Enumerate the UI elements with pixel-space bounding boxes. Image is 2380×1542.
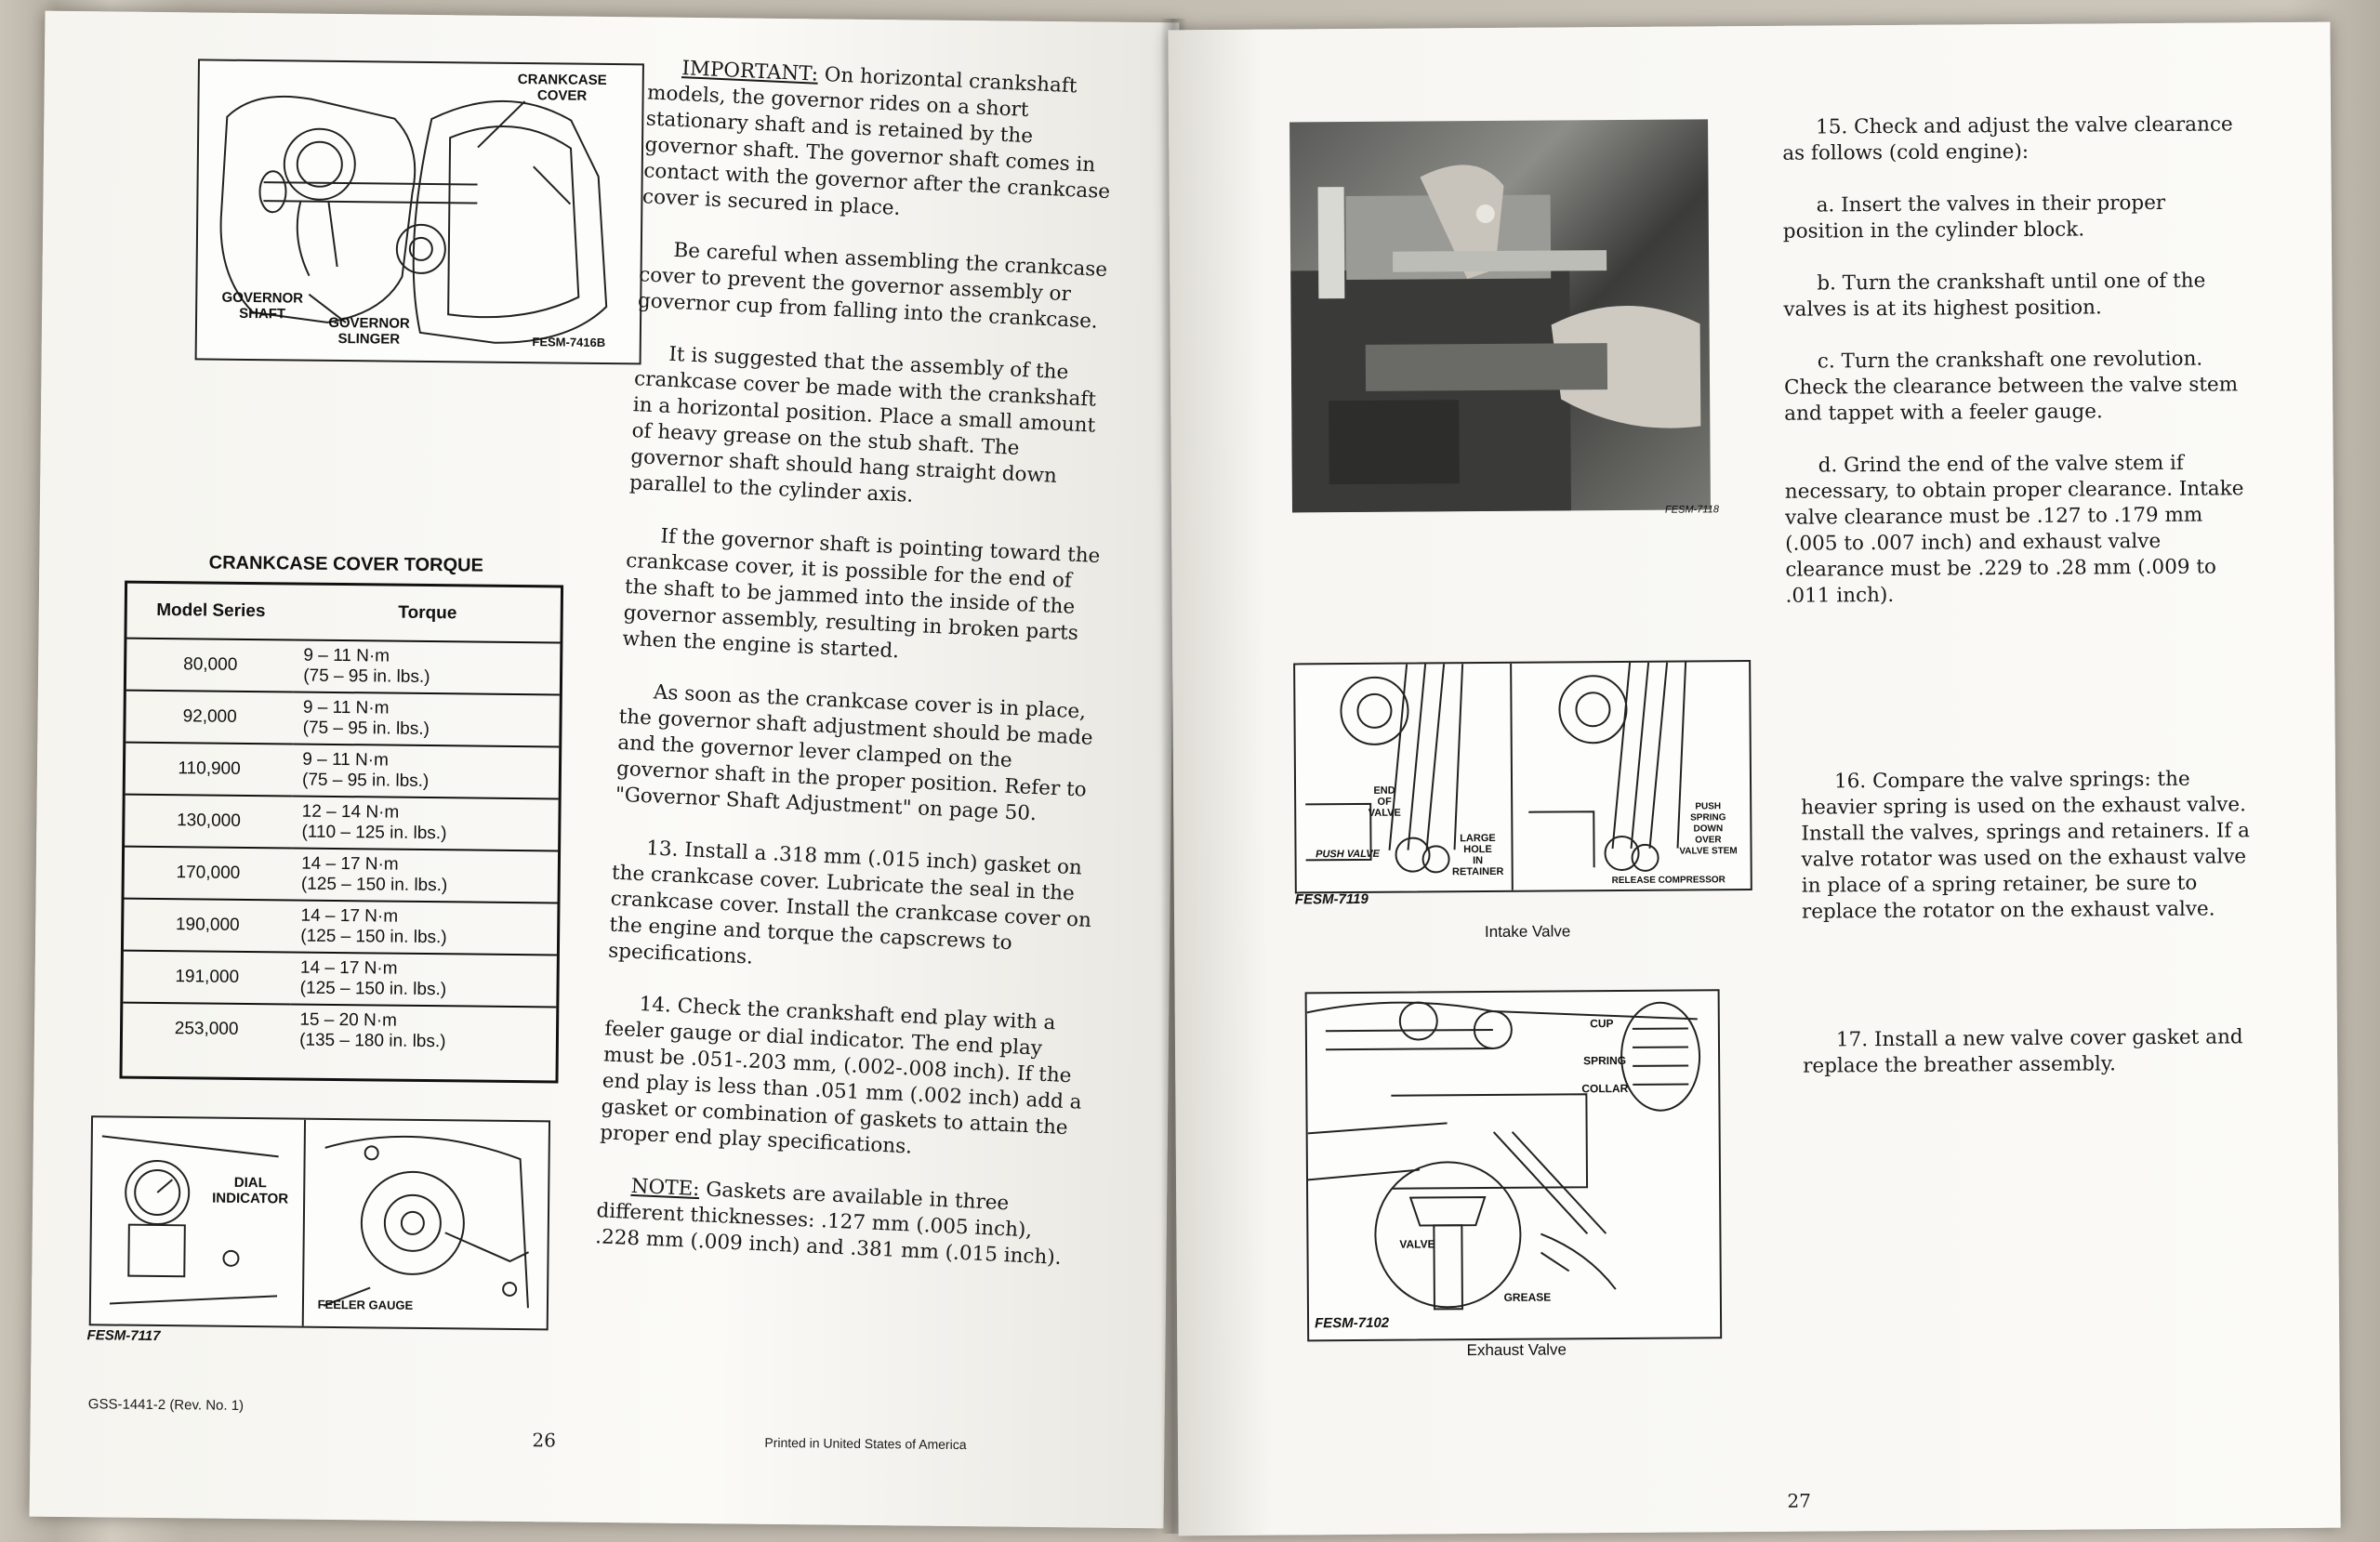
step-15: 15. Check and adjust the valve clearance as follows (cold engine):: [1782, 112, 2233, 165]
label-cup: CUP: [1590, 1017, 1614, 1031]
table-row: 92,000 9 – 11 N·m (75 – 95 in. lbs.): [126, 691, 560, 747]
page-number: 27: [1787, 1489, 1811, 1512]
step-13: 13. Install a .318 mm (.015 inch) gasket on the crankcase cover. Lubricate the seal in the crankcase cover. Install the crankcase cover on the engine and torque the capscrews to specifications.: [607, 837, 1092, 969]
torque-table: [119, 581, 563, 1084]
figure-code: FESM-7102: [1315, 1314, 1390, 1332]
label-collar: COLLAR: [1581, 1081, 1629, 1096]
table-row: 110,900 9 – 11 N·m (75 – 95 in. lbs.): [126, 743, 560, 799]
label-large-hole: LARGE HOLE IN RETAINER: [1451, 832, 1504, 878]
figure-end-play-check: [89, 1115, 550, 1330]
figure-crankcase-cover: [195, 59, 644, 364]
printed-notice: Printed in United States of America: [764, 1434, 967, 1453]
table-row: 190,000 14 – 17 N·m (125 – 150 in. lbs.): [124, 899, 558, 956]
left-text-column: [593, 54, 1131, 1298]
right-text-column: [1782, 112, 2251, 635]
label-release-compressor: RELEASE COMPRESSOR: [1611, 875, 1726, 887]
figure-caption: Intake Valve: [1484, 922, 1571, 942]
right-page: [1168, 22, 2340, 1536]
step-15a: a. Insert the valves in their proper position in the cylinder block.: [1782, 191, 2166, 244]
column-header-torque: Torque: [295, 586, 561, 643]
label-crankcase-cover: CRANKCASE COVER: [517, 71, 607, 104]
page-number: 26: [532, 1429, 557, 1452]
label-push-spring: PUSH SPRING DOWN OVER VALVE STEM: [1679, 801, 1738, 857]
photo-code: FESM-7118: [1664, 504, 1719, 516]
label-dial-indicator: DIAL INDICATOR: [212, 1174, 289, 1207]
label-feeler-gauge: FEELER GAUGE: [317, 1297, 414, 1312]
photo-valve-grinding: [1289, 119, 1711, 512]
table-row: 80,000 9 – 11 N·m (75 – 95 in. lbs.): [126, 639, 561, 695]
label-governor-slinger: GOVERNOR SLINGER: [328, 314, 410, 348]
figure-code: FESM-7416B: [532, 335, 606, 349]
paragraph: It is suggested that the assembly of the crankcase cover be made with the crankshaft in a horizontal position. Place a small amount of heavy grease on the stub shaft. The governor shaft should hang straight down parallel to the cylinder axis.: [628, 342, 1097, 507]
label-push-valve: PUSH VALVE: [1316, 848, 1381, 861]
step-17: 17. Install a new valve cover gasket and replace the breather assembly.: [1803, 1025, 2243, 1078]
step-15b: b. Turn the crankshaft until one of the valves is at its highest position.: [1783, 269, 2206, 322]
label-end-of-valve: END OF VALVE: [1368, 784, 1401, 819]
document-id: GSS-1441-2 (Rev. No. 1): [87, 1396, 245, 1414]
paragraph: As soon as the crankcase cover is in place, the governor shaft adjustment should be made and the governor lever clamped on the governor shaft in the proper position. Refer to "Governor Shaft Adjustment" on page 50.: [615, 680, 1094, 826]
step-14: 14. Check the crankshaft end play with a feeler gauge or dial indicator. The end play must be .051-.203 mm, (.002-.008 inch). If the end play is less than .051 mm (.002 inch) add a gasket or combination of gaskets to attain the proper end play specifications.: [599, 993, 1083, 1159]
paragraph: Be careful when assembling the crankcase cover to prevent the governor assembly or governor cup from falling into the crankcase.: [637, 238, 1108, 334]
paragraph: If the governor shaft is pointing toward the crankcase cover, it is possible for the end of the shaft to be jammed into the inside of the governor assembly, resulting in broken parts when the engine is started.: [621, 524, 1101, 664]
exhaust-valve-illustration: [1307, 991, 1721, 1339]
table-row: 191,000 14 – 17 N·m (125 – 150 in. lbs.): [123, 951, 557, 1008]
photo-illustration: [1289, 119, 1711, 512]
figure-code: FESM-7117: [86, 1327, 161, 1345]
label-valve: VALVE: [1399, 1237, 1435, 1251]
left-page: [30, 11, 1180, 1529]
figure-caption: Exhaust Valve: [1466, 1340, 1567, 1360]
table-row: 253,000 15 – 20 N·m (135 – 180 in. lbs.): [123, 1003, 557, 1059]
figure-exhaust-valve: [1305, 989, 1723, 1341]
figure-code: FESM-7119: [1294, 890, 1368, 908]
table-row: 130,000 12 – 14 N·m (110 – 125 in. lbs.): [125, 795, 559, 851]
label-governor-shaft: GOVERNOR SHAFT: [221, 289, 304, 323]
step-15c: c. Turn the crankshaft one revolution. Check the clearance between the valve stem and tappet with a feeler gauge.: [1783, 347, 2239, 426]
figure-intake-valve: [1293, 660, 1752, 893]
table-row: 170,000 14 – 17 N·m (125 – 150 in. lbs.): [125, 847, 559, 903]
label-grease: GREASE: [1503, 1290, 1552, 1304]
label-spring: SPRING: [1583, 1053, 1627, 1068]
paragraph-important: IMPORTANT: On horizontal crankshaft models, the governor rides on a short stationary shaft and is retained by the governor shaft. The governor shaft comes in contact with the governor after the crankcase cover is secured in place.: [641, 57, 1111, 220]
note: NOTE: Gaskets are available in three different thicknesses: .127 mm (.005 inch), .228 mm (.009 inch) and .381 mm (.015 inch).: [594, 1174, 1063, 1270]
step-16: 16. Compare the valve springs: the heavier spring is used on the exhaust valve. Install the valves, springs and retainers. If a valve rotator was used on the exhaust valve in place of a spring retainer, be sure to replace the rotator on the exhaust valve.: [1801, 767, 2251, 924]
step-15d: d. Grind the end of the valve stem if necessary, to obtain proper clearance. Intake valve clearance must be .127 to .179 mm (.005 to .007 inch) and exhaust valve clearance must be .229 to .28 mm (.009 to .011 inch).: [1784, 451, 2244, 608]
table-title: CRANKCASE COVER TORQUE: [208, 552, 484, 576]
column-header-model: Model Series: [126, 584, 295, 640]
right-text-column-lower: [1801, 766, 2268, 1105]
